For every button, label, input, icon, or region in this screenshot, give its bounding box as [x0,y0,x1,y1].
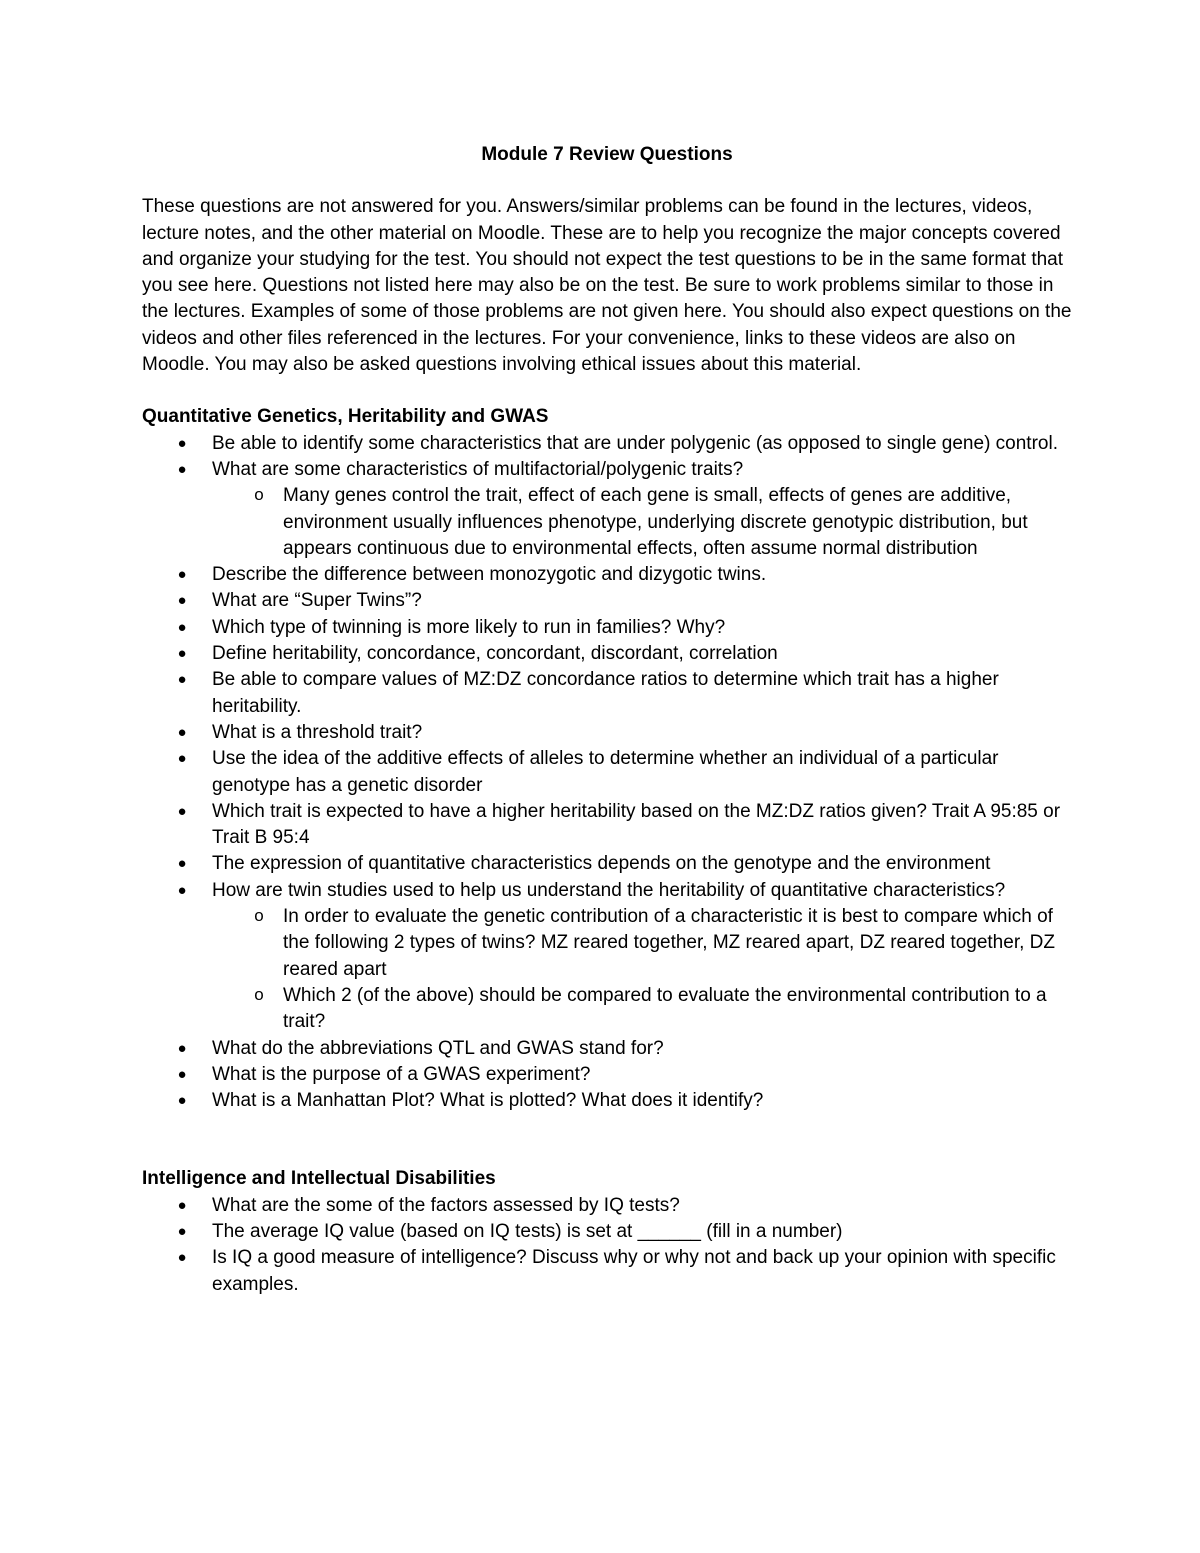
question-text: How are twin studies used to help us understand the heritability of quantitative characteristics? [212,879,1006,901]
question-text: What are the some of the factors assessed by IQ tests? [212,1194,680,1216]
bullet-icon: ● [177,1092,187,1110]
bullet-icon: ● [177,802,187,820]
bullet-icon: ● [177,460,187,478]
hollow-bullet-icon: o [254,984,264,1004]
bullet-icon: ● [177,1249,187,1267]
question-item [142,720,1072,746]
question-text: Define heritability, concordance, concordant, discordant, correlation [212,643,778,665]
question-item [142,588,1072,614]
question-item [142,878,1072,1036]
bullet-icon: ● [177,592,187,610]
question-text: Use the idea of the additive effects of alleles to determine whether an individual of a particular genotype has a genetic disorder [212,748,999,796]
question-text: The average IQ value (based on IQ tests) is set at ______ (fill in a number) [212,1220,843,1242]
question-text: What is the purpose of a GWAS experiment? [212,1063,591,1085]
bullet-icon: ● [177,723,187,741]
question-item [142,562,1072,588]
bullet-icon: ● [177,645,187,663]
question-item [142,1036,1072,1062]
sub-question-list [212,483,1072,562]
section [142,404,1072,1114]
question-list [142,1193,1072,1298]
bullet-icon: ● [177,1065,187,1083]
sub-question-item [212,483,1072,562]
bullet-icon: ● [177,1196,187,1214]
question-text: What do the abbreviations QTL and GWAS stand for? [212,1037,664,1059]
question-text: The expression of quantitative characteristics depends on the genotype and the environment [212,853,991,875]
sub-question-item [212,983,1072,1036]
document-body [142,142,1072,1298]
question-item [142,1088,1072,1114]
question-item [142,431,1072,457]
sub-question-item [212,904,1072,983]
question-text: What are some characteristics of multifactorial/polygenic traits? [212,458,744,480]
document-title: Module 7 Review Questions [481,144,733,165]
question-item [142,615,1072,641]
hollow-bullet-icon: o [254,485,264,505]
question-text: Which type of twinning is more likely to run in families? Why? [212,616,726,638]
bullet-icon: ● [177,1039,187,1057]
question-text: What are “Super Twins”? [212,590,422,612]
question-text: What is a threshold trait? [212,721,423,743]
question-list [142,431,1072,1115]
bullet-icon: ● [177,671,187,689]
question-item [142,851,1072,877]
question-item [142,1062,1072,1088]
section-heading: Quantitative Genetics, Heritability and GWAS [142,406,549,428]
sub-question-list [212,904,1072,1035]
sub-question-text: In order to evaluate the genetic contribution of a characteristic it is best to compare which of the following 2 types of twins? MZ reared together, MZ reared apart, DZ reared together, DZ reared apart [283,906,1055,980]
question-item [142,641,1072,667]
question-item [142,799,1072,852]
question-text: Is IQ a good measure of intelligence? Discuss why or why not and back up your opinion with specific examples. [212,1247,1056,1295]
bullet-icon: ● [177,750,187,768]
question-item [142,1193,1072,1219]
bullet-icon: ● [177,618,187,636]
bullet-icon: ● [177,434,187,452]
sub-question-text: Which 2 (of the above) should be compared to evaluate the environmental contribution to a trait? [283,984,1047,1033]
question-item [142,1245,1072,1298]
question-text: Describe the difference between monozygotic and dizygotic twins. [212,564,767,586]
section [142,1166,1072,1297]
question-item [142,1219,1072,1245]
question-text: Be able to compare values of MZ:DZ concordance ratios to determine which trait has a higher heritability. [212,669,999,717]
bullet-icon: ● [177,566,187,584]
bullet-icon: ● [177,855,187,873]
sub-question-text: Many genes control the trait, effect of each gene is small, effects of genes are additive, environment usually influences phenotype, underlying discrete genotypic distribution, but appears continuous due to environmental effects, often assume normal distribution [283,485,1028,559]
question-item [142,667,1072,720]
question-text: Be able to identify some characteristics that are under polygenic (as opposed to single gene) control. [212,432,1058,454]
question-text: Which trait is expected to have a higher heritability based on the MZ:DZ ratios given? Trait A 95:85 or Trait B 95:4 [212,800,1061,849]
intro-paragraph: These questions are not answered for you. Answers/similar problems can be found in the lectures, videos, lecture notes, and the other material on Moodle. These are to help you recognize the major concepts covered and organize your studying for the test. You should not expect the test questions to be in the same format that you see here. Questions not listed here may also be on the test. Be sure to work problems similar to those in the lectures. Examples of some of those problems are not given here. You should also expect questions on the videos and other files referenced in the lectures. For your convenience, links to these videos are also on Moodle. You may also be asked questions involving ethical issues about this material. [142,196,1072,376]
bullet-icon: ● [177,1222,187,1240]
sections-container [142,404,1072,1298]
question-item [142,457,1072,562]
bullet-icon: ● [177,881,187,899]
question-item [142,746,1072,799]
question-text: What is a Manhattan Plot? What is plotted? What does it identify? [212,1090,764,1112]
hollow-bullet-icon: o [254,906,264,926]
section-heading: Intelligence and Intellectual Disabilities [142,1168,496,1190]
